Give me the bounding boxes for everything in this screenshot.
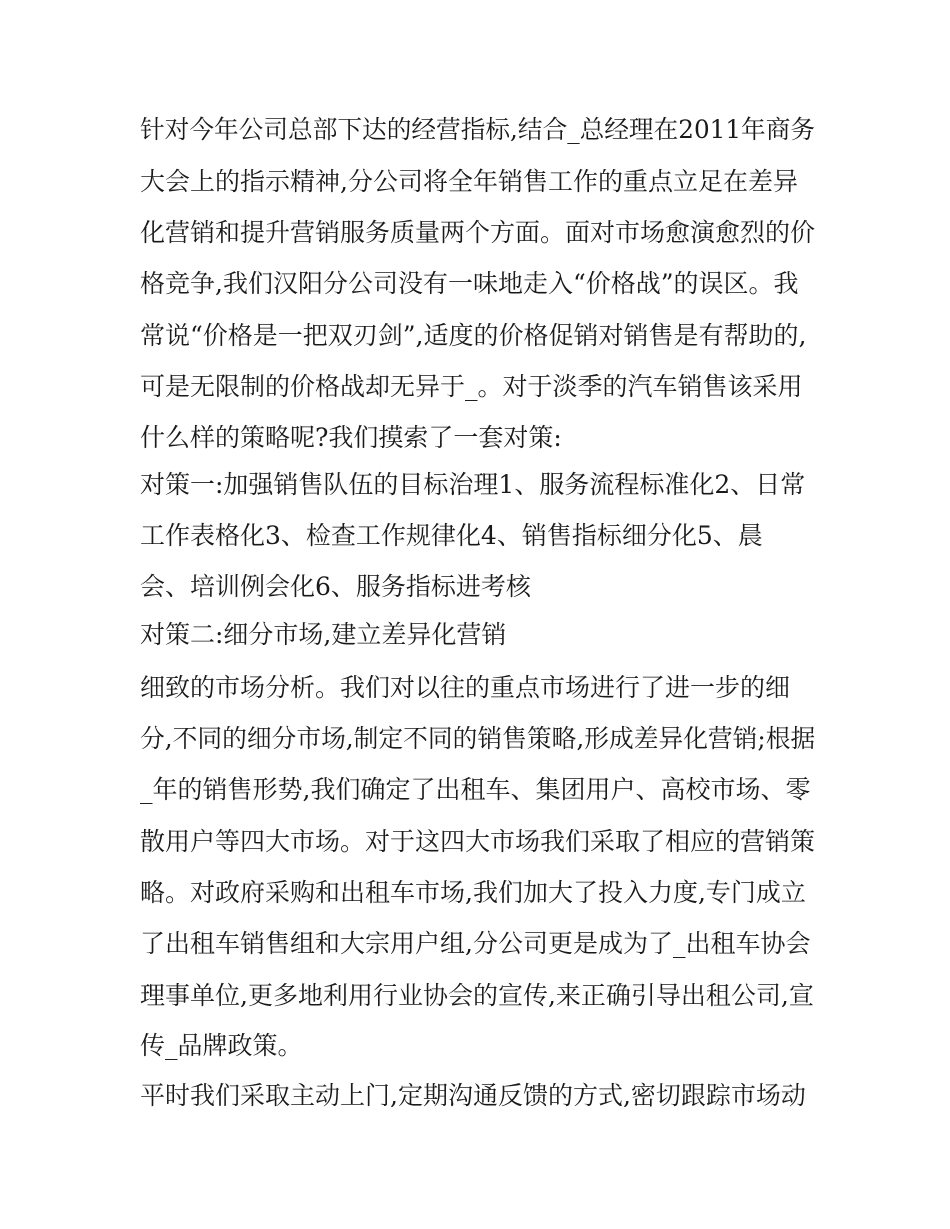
text-line-6: 可是无限制的价格战却无异于_。对于淡季的汽车销售该采用	[140, 372, 803, 401]
text-line-1: 针对今年公司总部下达的经营指标,结合_总经理在2011年商务	[140, 115, 816, 144]
text-line-19: 传_品牌政策。	[140, 1031, 303, 1060]
text-line-4: 格竞争,我们汉阳分公司没有一味地走入“价格战”的误区。我	[140, 269, 799, 298]
text-line-9: 工作表格化3、检查工作规律化4、销售指标细分化5、晨	[140, 521, 763, 550]
text-line-16: 略。对政府采购和出租车市场,我们加大了投入力度,专门成立	[140, 878, 806, 907]
text-line-13: 分,不同的细分市场,制定不同的销售策略,形成差异化营销;根据	[140, 724, 816, 753]
text-line-15: 散用户等四大市场。对于这四大市场我们采取了相应的营销策	[140, 827, 816, 856]
text-line-3: 化营销和提升营销服务质量两个方面。面对市场愈演愈烈的价	[140, 218, 816, 247]
text-line-14: _年的销售形势,我们确定了出租车、集团用户、高校市场、零	[140, 775, 811, 804]
text-line-17: 了出租车销售组和大宗用户组,分公司更是成为了_出租车协会	[140, 929, 811, 958]
text-line-2: 大会上的指示精神,分公司将全年销售工作的重点立足在差异	[140, 167, 798, 196]
text-line-12: 细致的市场分析。我们对以往的重点市场进行了进一步的细	[140, 673, 791, 702]
strategy-two-heading: 对策二:细分市场,建立差异化营销	[140, 620, 507, 649]
text-line-7: 什么样的策略呢?我们摸索了一套对策:	[140, 423, 562, 452]
text-line-10: 会、培训例会化6、服务指标进考核	[140, 572, 531, 601]
strategy-one-heading: 对策一:加强销售队伍的目标治理1、服务流程标准化2、日常	[140, 470, 806, 499]
text-line-18: 理事单位,更多地利用行业协会的宣传,来正确引导出租公司,宣	[140, 981, 814, 1010]
text-line-20: 平时我们采取主动上门,定期沟通反馈的方式,密切跟踪市场动	[140, 1081, 806, 1110]
text-line-5: 常说“价格是一把双刃剑”,适度的价格促销对销售是有帮助的,	[140, 321, 807, 350]
